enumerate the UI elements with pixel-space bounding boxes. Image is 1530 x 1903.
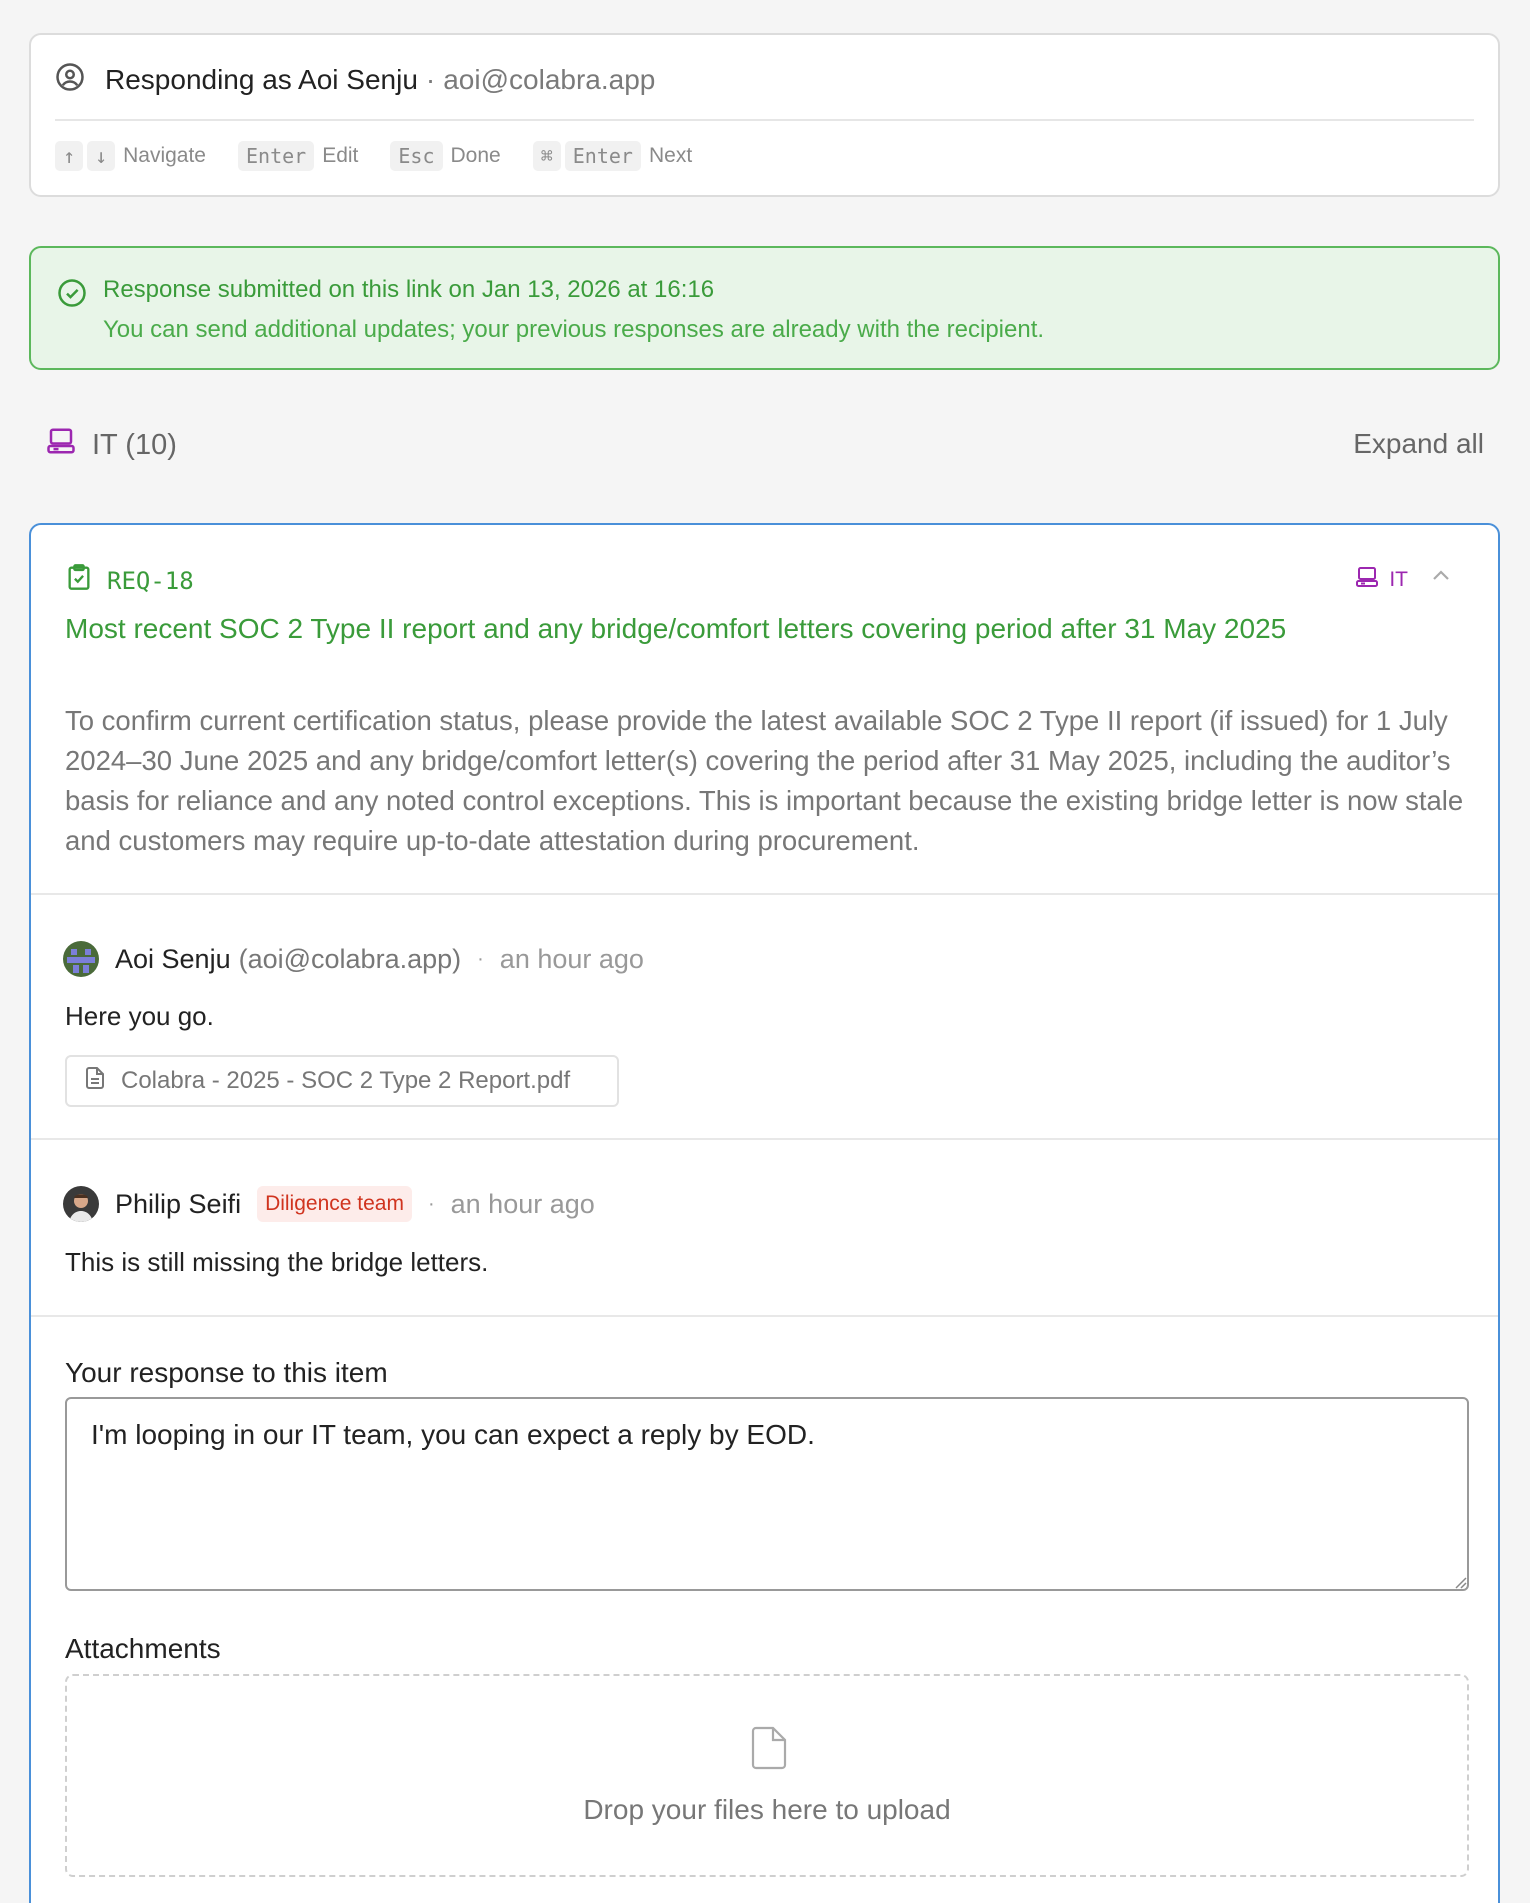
role-badge: Diligence team — [257, 1186, 412, 1222]
key-up: ↑ — [55, 141, 83, 171]
separator-dot: · — [477, 947, 484, 970]
comment-author: Philip Seifi — [115, 1188, 242, 1219]
laptop-icon — [1355, 565, 1389, 595]
key-cmd: ⌘ — [533, 141, 561, 171]
responder-card — [29, 33, 1500, 197]
separator-dot: · — [427, 1192, 435, 1215]
comment-timestamp: an hour ago — [450, 1188, 595, 1219]
expand-all-button[interactable]: Expand all — [1353, 428, 1484, 459]
request-id — [65, 563, 194, 598]
key-enter: Enter — [238, 141, 314, 171]
comment-author-email: (aoi@colabra.app) — [238, 943, 462, 974]
responding-as-label: Responding as Aoi Senju — [105, 64, 418, 95]
dropzone-text: Drop your files here to upload — [583, 1794, 951, 1825]
key-down: ↓ — [87, 141, 115, 171]
file-dropzone[interactable] — [65, 1674, 1469, 1877]
header-divider — [55, 119, 1474, 121]
responder-email: aoi@colabra.app — [443, 64, 656, 95]
shortcut-navigate — [55, 141, 206, 171]
collapse-button[interactable] — [1428, 565, 1454, 591]
comment-body: This is still missing the bridge letters. — [65, 1247, 489, 1277]
divider — [31, 893, 1498, 895]
attachment-filename: Colabra - 2025 - SOC 2 Type 2 Report.pdf — [121, 1067, 571, 1094]
check-circle-icon — [57, 278, 87, 313]
banner-subtitle: You can send additional updates; your previous responses are already with the recipient. — [103, 316, 1045, 343]
shortcut-label: Navigate — [123, 144, 206, 167]
keyboard-shortcuts — [55, 141, 724, 171]
user-circle-icon — [55, 62, 105, 99]
shortcut-edit — [238, 141, 358, 171]
chevron-up-icon — [1429, 564, 1453, 593]
file-icon — [83, 1066, 121, 1097]
comment-timestamp: an hour ago — [499, 943, 644, 974]
avatar — [63, 941, 99, 977]
attachment-chip[interactable] — [65, 1055, 619, 1107]
request-description: To confirm current certification status, please provide the latest available SOC 2 Type II report (if issued) for 1 July 2024–30 June 2025 and any bridge/comfort letter(s) covering the period after 31 May 2025, including the auditor’s basis for reliance and any noted control exceptions. This is important because the existing bridge letter is now stale and customers may require up-to-date attestation during procurement. — [65, 705, 1464, 856]
clipboard-check-icon — [65, 563, 107, 598]
response-label: Your response to this item — [65, 1357, 388, 1388]
request-id-label: REQ-18 — [107, 566, 194, 595]
responding-as-row — [55, 60, 655, 100]
resize-grip-icon[interactable] — [1453, 1575, 1467, 1594]
shortcut-done — [390, 141, 500, 171]
category-tag — [1355, 565, 1408, 595]
request-title: Most recent SOC 2 Type II report and any bridge/comfort letters covering period after 31 May 2025 — [65, 613, 1287, 644]
banner-title: Response submitted on this link on Jan 13, 2026 at 16:16 — [103, 276, 715, 303]
separator-dot: · — [425, 64, 436, 95]
response-textarea[interactable] — [65, 1397, 1469, 1591]
shortcut-label: Done — [450, 144, 501, 167]
section-header — [46, 426, 177, 464]
avatar — [63, 1186, 99, 1222]
comment-body: Here you go. — [65, 1001, 214, 1031]
divider — [31, 1315, 1498, 1317]
category-tag-label: IT — [1389, 568, 1408, 591]
key-enter: Enter — [565, 141, 641, 171]
divider — [31, 1138, 1498, 1140]
request-card[interactable] — [29, 523, 1500, 1903]
shortcut-next — [533, 141, 692, 171]
shortcut-label: Next — [648, 144, 693, 167]
attachments-label: Attachments — [65, 1633, 221, 1664]
comment-header — [63, 941, 644, 977]
comment-author: Aoi Senju — [115, 943, 231, 974]
laptop-icon — [46, 426, 92, 464]
key-esc: Esc — [390, 141, 442, 171]
submission-success-banner — [29, 246, 1500, 370]
comment-header — [63, 1186, 595, 1222]
file-icon — [751, 1726, 787, 1775]
shortcut-label: Edit — [322, 144, 359, 167]
section-title: IT (10) — [92, 428, 177, 461]
